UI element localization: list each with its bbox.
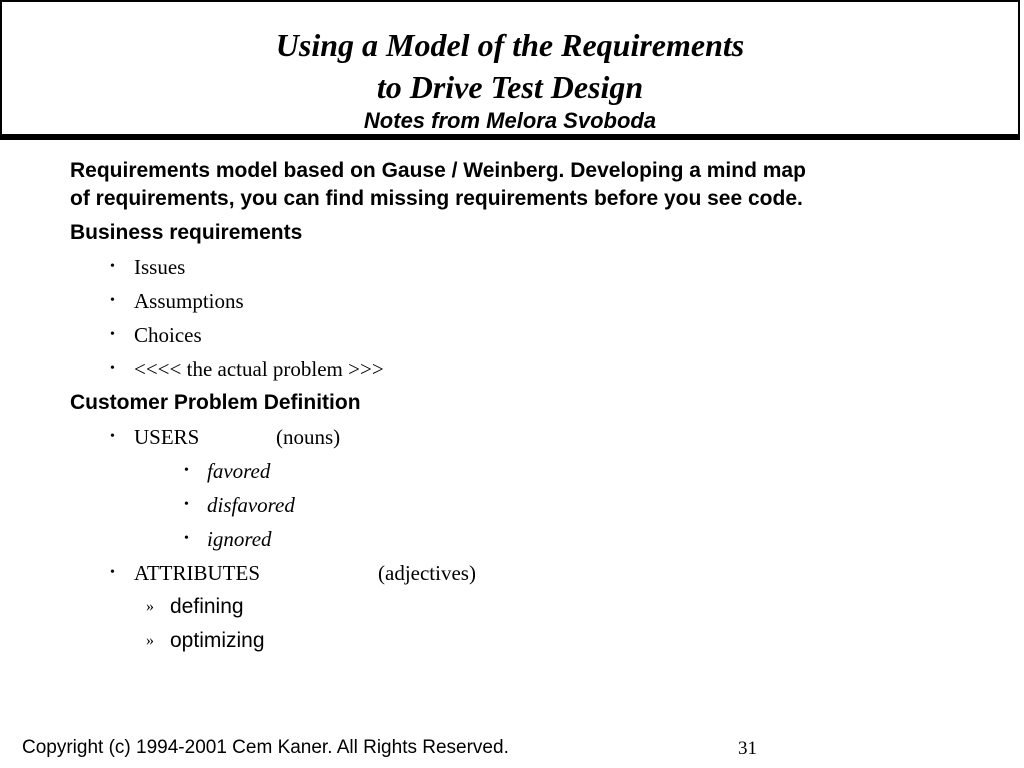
slide-title-line-1: Using a Model of the Requirements xyxy=(275,27,745,63)
attributes-bullet xyxy=(108,559,990,587)
intro-paragraph xyxy=(70,157,990,213)
bullet-item xyxy=(108,253,990,281)
attributes-label: ATTRIBUTES xyxy=(134,561,260,585)
sub-bullet-item xyxy=(146,593,990,621)
bullet-icon: • xyxy=(110,429,115,444)
title-box xyxy=(0,0,1020,136)
sub-bullet-item xyxy=(180,491,990,519)
bullet-item xyxy=(108,321,990,349)
sub-bullet-text: defining xyxy=(170,595,244,618)
bullet-icon: • xyxy=(110,293,115,308)
sub-bullet-text: optimizing xyxy=(170,629,265,652)
bullet-icon: • xyxy=(110,327,115,342)
bullet-icon: • xyxy=(110,565,115,580)
sub-bullet-text: favored xyxy=(207,459,271,483)
bullet-text: Issues xyxy=(134,255,186,279)
users-bullet xyxy=(108,423,990,451)
bullet-icon: • xyxy=(184,497,189,512)
bullet-item xyxy=(108,287,990,315)
sub-bullet-item xyxy=(146,627,990,655)
bullet-icon: • xyxy=(110,259,115,274)
page-number: 31 xyxy=(738,738,757,759)
bullet-icon: • xyxy=(110,361,115,376)
users-note: (nouns) xyxy=(276,425,341,449)
intro-line-1: Requirements model based on Gause / Weinberg. Developing a mind map xyxy=(70,159,806,182)
slide-body xyxy=(70,157,990,661)
bullet-icon: • xyxy=(184,463,189,478)
chevron-right-icon: » xyxy=(146,632,154,649)
sub-bullet-item xyxy=(180,525,990,553)
intro-line-2: of requirements, you can find missing requirements before you see code. xyxy=(70,187,803,210)
bullet-item xyxy=(108,355,990,383)
slide-title-line-2: to Drive Test Design xyxy=(376,69,644,105)
bullet-text: <<<< the actual problem >>> xyxy=(134,357,384,381)
sub-bullet-text: disfavored xyxy=(207,493,295,517)
customer-problem-heading: Customer Problem Definition xyxy=(70,391,361,414)
sub-bullet-item xyxy=(180,457,990,485)
slide-subtitle: Notes from Melora Svoboda xyxy=(363,108,657,133)
chevron-right-icon: » xyxy=(146,598,154,615)
bullet-icon: • xyxy=(184,531,189,546)
footer-copyright: Copyright (c) 1994-2001 Cem Kaner. All Rights Reserved. xyxy=(22,737,509,758)
bullet-text: Assumptions xyxy=(134,289,244,313)
bullet-text: Choices xyxy=(134,323,202,347)
business-requirements-heading: Business requirements xyxy=(70,221,303,244)
users-label: USERS xyxy=(134,425,200,449)
sub-bullet-text: ignored xyxy=(207,527,272,551)
attributes-note: (adjectives) xyxy=(378,561,476,585)
